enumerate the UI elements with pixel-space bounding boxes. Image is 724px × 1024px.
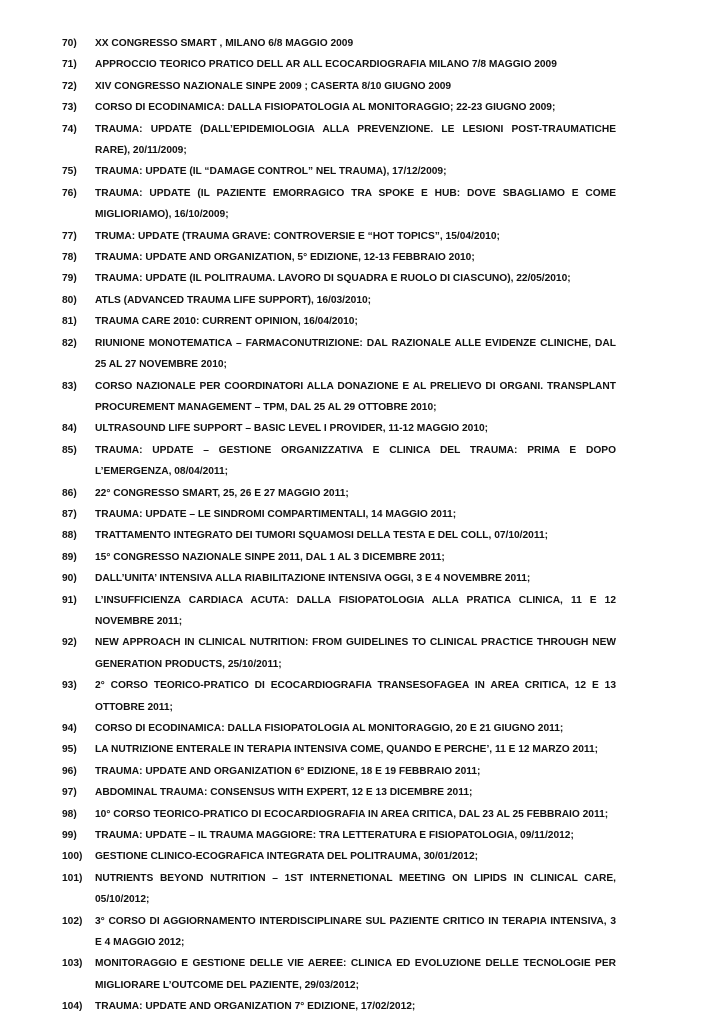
course-list (62, 33, 616, 1018)
list-item (62, 247, 616, 268)
item-number: 102) (62, 915, 83, 927)
item-number: 98) (62, 808, 77, 820)
item-number: 83) (62, 380, 77, 392)
list-item (62, 290, 616, 311)
list-item (62, 739, 616, 760)
item-number: 94) (62, 723, 77, 734)
list-item (62, 632, 616, 675)
item-number: 91) (62, 594, 77, 606)
list-item (62, 226, 616, 247)
item-text: XIV CONGRESSO NAZIONALE SINPE 2009 ; CASERTA 8/10 GIUGNO 2009 (95, 80, 452, 92)
item-text: 22° CONGRESSO SMART, 25, 26 E 27 MAGGIO 2011; (95, 487, 349, 499)
item-text: ABDOMINAL TRAUMA: CONSENSUS WITH EXPERT, 12 E 13 DICEMBRE 2011; (95, 787, 473, 799)
list-item (62, 761, 616, 782)
item-text: TRAUMA: UPDATE (IL PAZIENTE EMORRAGICO TRA SPOKE E HUB: DOVE SBAGLIAMO E COME MIGLIORIAMO), 16/10/2009; (95, 187, 616, 221)
list-item (62, 440, 616, 483)
list-item (62, 161, 616, 182)
item-number: 77) (62, 230, 77, 242)
item-number: 92) (62, 637, 77, 649)
list-item (62, 119, 616, 162)
item-number: 101) (62, 872, 83, 884)
item-text: TRAUMA: UPDATE – LE SINDROMI COMPARTIMENTALI, 14 MAGGIO 2011; (95, 508, 457, 520)
list-item (62, 825, 616, 846)
item-text: NEW APPROACH IN CLINICAL NUTRITION: FROM GUIDELINES TO CLINICAL PRACTICE THROUGH NEW GENERATION PRODUCTS, 25/10/2011; (95, 637, 616, 670)
list-item (62, 483, 616, 504)
item-number: 81) (62, 316, 77, 328)
item-text: ULTRASOUND LIFE SUPPORT – BASIC LEVEL I PROVIDER, 11-12 MAGGIO 2010; (95, 423, 489, 435)
item-text: MONITORAGGIO E GESTIONE DELLE VIE AEREE: CLINICA ED EVOLUZIONE DELLE TECNOLOGIE PER MIGLIORARE L’OUTCOME DEL PAZIENTE, 29/03/2012; (95, 958, 616, 991)
item-text: LA NUTRIZIONE ENTERALE IN TERAPIA INTENSIVA COME, QUANDO E PERCHE’, 11 E 12 MARZO 2011; (95, 744, 599, 756)
list-item (62, 953, 616, 996)
list-item (62, 675, 616, 718)
item-text: CORSO DI ECODINAMICA: DALLA FISIOPATOLOGIA AL MONITORAGGIO; 22-23 GIUGNO 2009; (95, 102, 556, 114)
item-text: DALL’UNITA’ INTENSIVA ALLA RIABILITAZIONE INTENSIVA OGGI, 3 E 4 NOVEMBRE 2011; (95, 573, 531, 585)
item-number: 90) (62, 573, 77, 585)
item-number: 89) (62, 551, 77, 563)
item-text: TRAUMA: UPDATE – IL TRAUMA MAGGIORE: TRA LETTERATURA E FISIOPATOLOGIA, 09/11/2012; (95, 830, 574, 842)
list-item (62, 568, 616, 589)
item-text: TRAUMA: UPDATE AND ORGANIZATION 7° EDIZIONE, 17/02/2012; (95, 1001, 416, 1013)
list-item (62, 718, 616, 739)
item-text: CORSO DI ECODINAMICA: DALLA FISIOPATOLOGIA AL MONITORAGGIO, 20 E 21 GIUGNO 2011; (95, 723, 564, 734)
list-item (62, 804, 616, 825)
list-item (62, 54, 616, 75)
list-item (62, 846, 616, 867)
item-text: GESTIONE CLINICO-ECOGRAFICA INTEGRATA DEL POLITRAUMA, 30/01/2012; (95, 851, 479, 863)
item-number: 104) (62, 1001, 83, 1013)
item-text: CORSO NAZIONALE PER COORDINATORI ALLA DONAZIONE E AL PRELIEVO DI ORGANI. TRANSPLANT PROCUREMENT MANAGEMENT – TPM, DAL 25 AL 29 OTTOBRE 2010; (95, 380, 616, 413)
item-number: 75) (62, 166, 77, 178)
list-item (62, 333, 616, 376)
list-item (62, 525, 616, 546)
list-item (62, 911, 616, 954)
item-number: 82) (62, 337, 77, 349)
item-text: TRAUMA: UPDATE – GESTIONE ORGANIZZATIVA E CLINICA DEL TRAUMA: PRIMA E DOPO L’EMERGENZA, 08/04/2011; (95, 444, 616, 478)
item-number: 95) (62, 744, 77, 756)
item-number: 78) (62, 252, 77, 264)
item-text: 15° CONGRESSO NAZIONALE SINPE 2011, DAL 1 AL 3 DICEMBRE 2011; (95, 551, 445, 563)
item-text: TRAUMA CARE 2010: CURRENT OPINION, 16/04/2010; (95, 316, 358, 328)
item-number: 73) (62, 102, 77, 114)
item-text: APPROCCIO TEORICO PRATICO DELL AR ALL ECOCARDIOGRAFIA MILANO 7/8 MAGGIO 2009 (95, 59, 557, 71)
list-item (62, 590, 616, 633)
item-number: 85) (62, 444, 77, 456)
list-item (62, 996, 616, 1017)
item-number: 80) (62, 294, 77, 306)
list-item (62, 504, 616, 525)
item-number: 86) (62, 487, 77, 499)
item-text: 10° CORSO TEORICO-PRATICO DI ECOCARDIOGRAFIA IN AREA CRITICA, DAL 23 AL 25 FEBBRAIO 2011; (95, 808, 609, 820)
item-number: 74) (62, 123, 77, 135)
item-text: TRATTAMENTO INTEGRATO DEI TUMORI SQUAMOSI DELLA TESTA E DEL COLL, 07/10/2011; (95, 530, 549, 542)
list-item (62, 782, 616, 803)
item-number: 93) (62, 680, 77, 692)
item-number: 70) (62, 38, 77, 49)
item-text: 2° CORSO TEORICO-PRATICO DI ECOCARDIOGRAFIA TRANSESOFAGEA IN AREA CRITICA, 12 E 13 OTTOBRE 2011; (95, 680, 616, 713)
list-item (62, 418, 616, 439)
list-item (62, 311, 616, 332)
list-item (62, 376, 616, 419)
list-item (62, 33, 616, 54)
item-number: 88) (62, 530, 77, 542)
item-number: 71) (62, 59, 77, 71)
item-text: TRUMA: UPDATE (TRAUMA GRAVE: CONTROVERSIE E “HOT TOPICS”, 15/04/2010; (95, 230, 500, 242)
item-number: 72) (62, 80, 77, 92)
item-text: TRAUMA: UPDATE AND ORGANIZATION 6° EDIZIONE, 18 E 19 FEBBRAIO 2011; (95, 765, 481, 777)
item-number: 99) (62, 830, 77, 842)
list-item (62, 97, 616, 118)
item-text: L’INSUFFICIENZA CARDIACA ACUTA: DALLA FISIOPATOLOGIA ALLA PRATICA CLINICA, 11 E 12 NOVEMBRE 2011; (95, 594, 616, 627)
item-number: 76) (62, 187, 77, 199)
item-number: 84) (62, 423, 77, 435)
item-text: NUTRIENTS BEYOND NUTRITION – 1ST INTERNETIONAL MEETING ON LIPIDS IN CLINICAL CARE, 05/10/2012; (95, 872, 616, 906)
item-number: 103) (62, 958, 83, 970)
item-text: TRAUMA: UPDATE AND ORGANIZATION, 5° EDIZIONE, 12-13 FEBBRAIO 2010; (95, 252, 475, 264)
item-number: 100) (62, 851, 83, 863)
list-item (62, 868, 616, 911)
list-item (62, 268, 616, 289)
list-item (62, 76, 616, 97)
item-text: 3° CORSO DI AGGIORNAMENTO INTERDISCIPLINARE SUL PAZIENTE CRITICO IN TERAPIA INTENSIVA, 3 E 4 MAGGIO 2012; (95, 915, 616, 949)
item-text: TRAUMA: UPDATE (IL “DAMAGE CONTROL” NEL TRAUMA), 17/12/2009; (95, 166, 447, 178)
item-number: 87) (62, 508, 77, 520)
list-item (62, 183, 616, 226)
item-text: ATLS (ADVANCED TRAUMA LIFE SUPPORT), 16/03/2010; (95, 294, 372, 306)
item-text: RIUNIONE MONOTEMATICA – FARMACONUTRIZIONE: DAL RAZIONALE ALLE EVIDENZE CLINICHE, DAL 25 AL 27 NOVEMBRE 2010; (95, 337, 616, 371)
item-text: XX CONGRESSO SMART , MILANO 6/8 MAGGIO 2009 (95, 38, 354, 49)
list-item (62, 547, 616, 568)
item-number: 96) (62, 765, 77, 777)
item-text: TRAUMA: UPDATE (IL POLITRAUMA. LAVORO DI SQUADRA E RUOLO DI CIASCUNO), 22/05/2010; (95, 273, 571, 285)
item-number: 97) (62, 787, 77, 799)
item-text: TRAUMA: UPDATE (DALL’EPIDEMIOLOGIA ALLA PREVENZIONE. LE LESIONI POST-TRAUMATICHE RARE), 20/11/2009; (95, 123, 616, 157)
item-number: 79) (62, 273, 77, 285)
